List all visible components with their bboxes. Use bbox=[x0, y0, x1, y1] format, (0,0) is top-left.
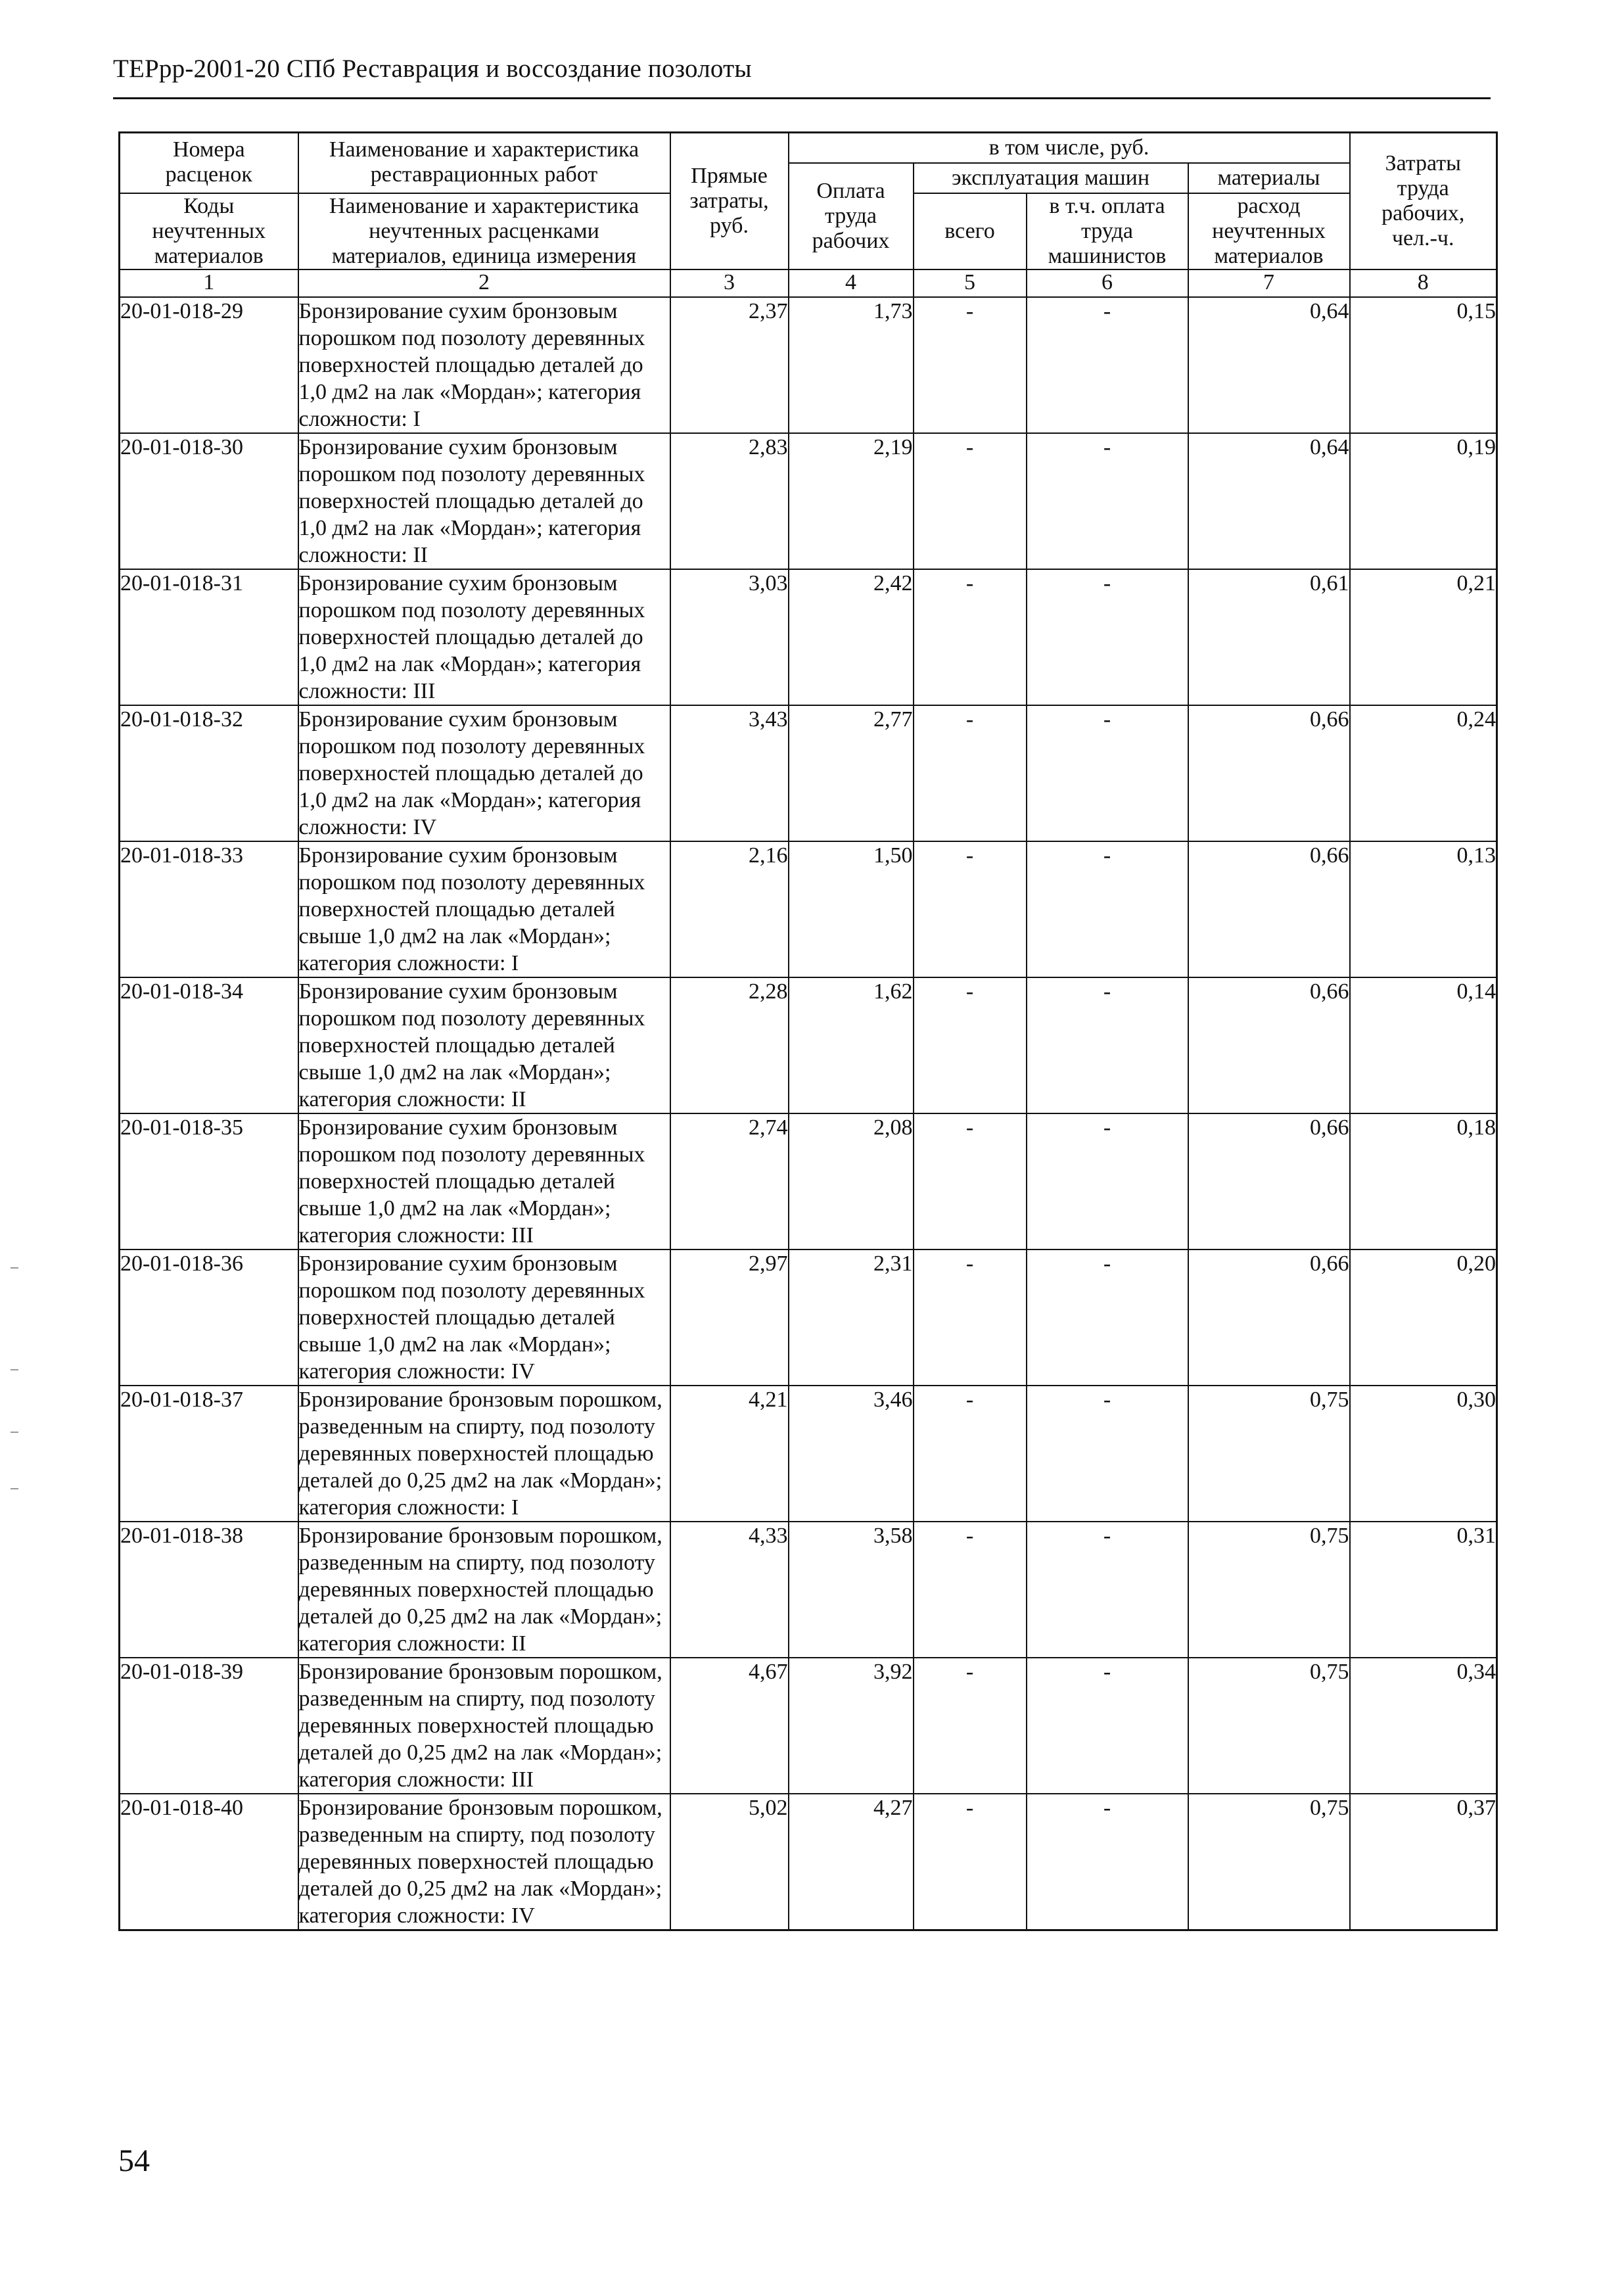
machinist-labor-cost: - bbox=[1027, 1522, 1188, 1658]
work-description: Бронзирование сухим бронзовым порошком под позолоту деревянных поверхностей площадью деталей свыше 1,0 дм2 на лак «Мордан»; категория сложности: III bbox=[298, 1113, 670, 1249]
scan-mark bbox=[11, 1369, 18, 1370]
labor-hours: 0,21 bbox=[1350, 569, 1497, 705]
table-row bbox=[120, 1113, 1497, 1249]
labor-cost: 4,27 bbox=[789, 1794, 914, 1930]
direct-cost: 2,28 bbox=[670, 977, 789, 1113]
labor-cost: 3,92 bbox=[789, 1658, 914, 1794]
table-row bbox=[120, 841, 1497, 977]
machinist-labor-cost: - bbox=[1027, 705, 1188, 841]
direct-cost: 2,16 bbox=[670, 841, 789, 977]
labor-hours: 0,13 bbox=[1350, 841, 1497, 977]
labor-cost: 1,50 bbox=[789, 841, 914, 977]
rate-code: 20-01-018-29 bbox=[120, 297, 298, 433]
labor-hours: 0,19 bbox=[1350, 433, 1497, 569]
labor-hours: 0,24 bbox=[1350, 705, 1497, 841]
work-description: Бронзирование сухим бронзовым порошком под позолоту деревянных поверхностей площадью деталей свыше 1,0 дм2 на лак «Мордан»; категория сложности: II bbox=[298, 977, 670, 1113]
machine-cost-total: - bbox=[914, 1249, 1027, 1386]
direct-cost: 2,97 bbox=[670, 1249, 789, 1386]
direct-cost: 2,83 bbox=[670, 433, 789, 569]
work-description: Бронзирование бронзовым порошком, разведенным на спирту, под позолоту деревянных поверхностей площадью деталей до 0,25 дм2 на лак «Мордан»; категория сложности: III bbox=[298, 1658, 670, 1794]
rate-code: 20-01-018-31 bbox=[120, 569, 298, 705]
col1-header-bottom: Коды неучтенных материалов bbox=[120, 193, 298, 269]
labor-cost: 3,46 bbox=[789, 1386, 914, 1522]
column-number: 1 bbox=[120, 269, 298, 297]
labor-cost: 2,77 bbox=[789, 705, 914, 841]
machine-cost-total: - bbox=[914, 1794, 1027, 1930]
table-row bbox=[120, 569, 1497, 705]
header-divider bbox=[113, 97, 1491, 99]
page-number: 54 bbox=[118, 2143, 150, 2178]
column-number: 3 bbox=[670, 269, 789, 297]
machinist-labor-cost: - bbox=[1027, 977, 1188, 1113]
materials-cost: 0,64 bbox=[1188, 297, 1350, 433]
column-number: 7 bbox=[1188, 269, 1350, 297]
table-row bbox=[120, 1249, 1497, 1386]
work-description: Бронзирование бронзовым порошком, разведенным на спирту, под позолоту деревянных поверхностей площадью деталей до 0,25 дм2 на лак «Мордан»; категория сложности: II bbox=[298, 1522, 670, 1658]
machinist-labor-cost: - bbox=[1027, 569, 1188, 705]
scan-mark bbox=[11, 1488, 18, 1489]
machine-cost-total: - bbox=[914, 297, 1027, 433]
machinist-labor-cost: - bbox=[1027, 297, 1188, 433]
work-description: Бронзирование сухим бронзовым порошком под позолоту деревянных поверхностей площадью деталей до 1,0 дм2 на лак «Мордан»; категория сложности: III bbox=[298, 569, 670, 705]
work-description: Бронзирование бронзовым порошком, разведенным на спирту, под позолоту деревянных поверхностей площадью деталей до 0,25 дм2 на лак «Мордан»; категория сложности: I bbox=[298, 1386, 670, 1522]
rate-code: 20-01-018-34 bbox=[120, 977, 298, 1113]
machine-cost-total: - bbox=[914, 433, 1027, 569]
col6-header: в т.ч. оплата труда машинистов bbox=[1027, 193, 1188, 269]
materials-cost: 0,75 bbox=[1188, 1386, 1350, 1522]
direct-cost: 2,37 bbox=[670, 297, 789, 433]
machine-cost-total: - bbox=[914, 569, 1027, 705]
machinist-labor-cost: - bbox=[1027, 1794, 1188, 1930]
scan-mark bbox=[11, 1432, 18, 1433]
col7-header: расход неучтенных материалов bbox=[1188, 193, 1350, 269]
work-description: Бронзирование сухим бронзовым порошком под позолоту деревянных поверхностей площадью деталей свыше 1,0 дм2 на лак «Мордан»; категория сложности: I bbox=[298, 841, 670, 977]
direct-cost: 4,67 bbox=[670, 1658, 789, 1794]
materials-cost: 0,66 bbox=[1188, 977, 1350, 1113]
col2-header bbox=[298, 133, 670, 194]
work-description: Бронзирование сухим бронзовым порошком под позолоту деревянных поверхностей площадью деталей до 1,0 дм2 на лак «Мордан»; категория сложности: IV bbox=[298, 705, 670, 841]
materials-cost: 0,64 bbox=[1188, 433, 1350, 569]
col1-header-top: Номера расценок bbox=[165, 137, 252, 187]
col5-header: всего bbox=[914, 193, 1027, 269]
column-number: 2 bbox=[298, 269, 670, 297]
machinist-labor-cost: - bbox=[1027, 433, 1188, 569]
machinist-labor-cost: - bbox=[1027, 1386, 1188, 1522]
machine-cost-total: - bbox=[914, 1113, 1027, 1249]
col2-header-top: Наименование и характеристика реставрационных работ bbox=[329, 137, 639, 187]
materials-cost: 0,66 bbox=[1188, 1249, 1350, 1386]
labor-cost: 2,19 bbox=[789, 433, 914, 569]
col8-header: Затраты труда рабочих, чел.-ч. bbox=[1350, 133, 1497, 270]
labor-hours: 0,18 bbox=[1350, 1113, 1497, 1249]
scan-mark bbox=[11, 1267, 18, 1269]
rate-code: 20-01-018-36 bbox=[120, 1249, 298, 1386]
labor-hours: 0,37 bbox=[1350, 1794, 1497, 1930]
machines-header: эксплуатация машин bbox=[914, 163, 1188, 193]
materials-header: материалы bbox=[1188, 163, 1350, 193]
rates-table bbox=[118, 131, 1498, 1931]
labor-hours: 0,20 bbox=[1350, 1249, 1497, 1386]
rate-code: 20-01-018-32 bbox=[120, 705, 298, 841]
column-number-row bbox=[120, 269, 1497, 297]
column-number: 4 bbox=[789, 269, 914, 297]
materials-cost: 0,75 bbox=[1188, 1794, 1350, 1930]
col1-header bbox=[120, 133, 298, 194]
materials-cost: 0,75 bbox=[1188, 1522, 1350, 1658]
materials-cost: 0,75 bbox=[1188, 1658, 1350, 1794]
group-header: в том числе, руб. bbox=[789, 133, 1350, 164]
materials-cost: 0,66 bbox=[1188, 841, 1350, 977]
rate-code: 20-01-018-33 bbox=[120, 841, 298, 977]
machine-cost-total: - bbox=[914, 1522, 1027, 1658]
work-description: Бронзирование бронзовым порошком, разведенным на спирту, под позолоту деревянных поверхностей площадью деталей до 0,25 дм2 на лак «Мордан»; категория сложности: IV bbox=[298, 1794, 670, 1930]
machinist-labor-cost: - bbox=[1027, 1658, 1188, 1794]
col3-header: Прямые затраты, руб. bbox=[670, 133, 789, 270]
table-row bbox=[120, 1794, 1497, 1930]
materials-cost: 0,66 bbox=[1188, 1113, 1350, 1249]
column-number: 6 bbox=[1027, 269, 1188, 297]
column-number: 5 bbox=[914, 269, 1027, 297]
work-description: Бронзирование сухим бронзовым порошком под позолоту деревянных поверхностей площадью деталей до 1,0 дм2 на лак «Мордан»; категория сложности: II bbox=[298, 433, 670, 569]
rate-code: 20-01-018-38 bbox=[120, 1522, 298, 1658]
work-description: Бронзирование сухим бронзовым порошком под позолоту деревянных поверхностей площадью деталей свыше 1,0 дм2 на лак «Мордан»; категория сложности: IV bbox=[298, 1249, 670, 1386]
labor-cost: 1,62 bbox=[789, 977, 914, 1113]
machine-cost-total: - bbox=[914, 1658, 1027, 1794]
machinist-labor-cost: - bbox=[1027, 841, 1188, 977]
col4-header: Оплата труда рабочих bbox=[789, 163, 914, 269]
table-row bbox=[120, 297, 1497, 433]
rate-code: 20-01-018-30 bbox=[120, 433, 298, 569]
labor-cost: 2,42 bbox=[789, 569, 914, 705]
rate-code: 20-01-018-35 bbox=[120, 1113, 298, 1249]
labor-hours: 0,15 bbox=[1350, 297, 1497, 433]
page-header-title: ТЕРрр-2001-20 СПб Реставрация и воссоздание позолоты bbox=[113, 55, 752, 83]
materials-cost: 0,61 bbox=[1188, 569, 1350, 705]
labor-hours: 0,34 bbox=[1350, 1658, 1497, 1794]
machinist-labor-cost: - bbox=[1027, 1113, 1188, 1249]
column-number: 8 bbox=[1350, 269, 1497, 297]
machine-cost-total: - bbox=[914, 841, 1027, 977]
rate-code: 20-01-018-39 bbox=[120, 1658, 298, 1794]
labor-hours: 0,14 bbox=[1350, 977, 1497, 1113]
direct-cost: 5,02 bbox=[670, 1794, 789, 1930]
table-body bbox=[120, 297, 1497, 1930]
labor-hours: 0,31 bbox=[1350, 1522, 1497, 1658]
table-row bbox=[120, 705, 1497, 841]
direct-cost: 2,74 bbox=[670, 1113, 789, 1249]
table-row bbox=[120, 1386, 1497, 1522]
labor-cost: 2,31 bbox=[789, 1249, 914, 1386]
col2-header-bottom: Наименование и характеристика неучтенных расценками материалов, единица измерения bbox=[298, 193, 670, 269]
direct-cost: 3,03 bbox=[670, 569, 789, 705]
table-row bbox=[120, 1522, 1497, 1658]
labor-cost: 2,08 bbox=[789, 1113, 914, 1249]
table-row bbox=[120, 1658, 1497, 1794]
labor-hours: 0,30 bbox=[1350, 1386, 1497, 1522]
labor-cost: 3,58 bbox=[789, 1522, 914, 1658]
machine-cost-total: - bbox=[914, 1386, 1027, 1522]
work-description: Бронзирование сухим бронзовым порошком под позолоту деревянных поверхностей площадью деталей до 1,0 дм2 на лак «Мордан»; категория сложности: I bbox=[298, 297, 670, 433]
rate-code: 20-01-018-37 bbox=[120, 1386, 298, 1522]
labor-cost: 1,73 bbox=[789, 297, 914, 433]
table-row bbox=[120, 977, 1497, 1113]
machine-cost-total: - bbox=[914, 977, 1027, 1113]
direct-cost: 3,43 bbox=[670, 705, 789, 841]
materials-cost: 0,66 bbox=[1188, 705, 1350, 841]
machinist-labor-cost: - bbox=[1027, 1249, 1188, 1386]
machine-cost-total: - bbox=[914, 705, 1027, 841]
direct-cost: 4,33 bbox=[670, 1522, 789, 1658]
rate-code: 20-01-018-40 bbox=[120, 1794, 298, 1930]
table-row bbox=[120, 433, 1497, 569]
direct-cost: 4,21 bbox=[670, 1386, 789, 1522]
